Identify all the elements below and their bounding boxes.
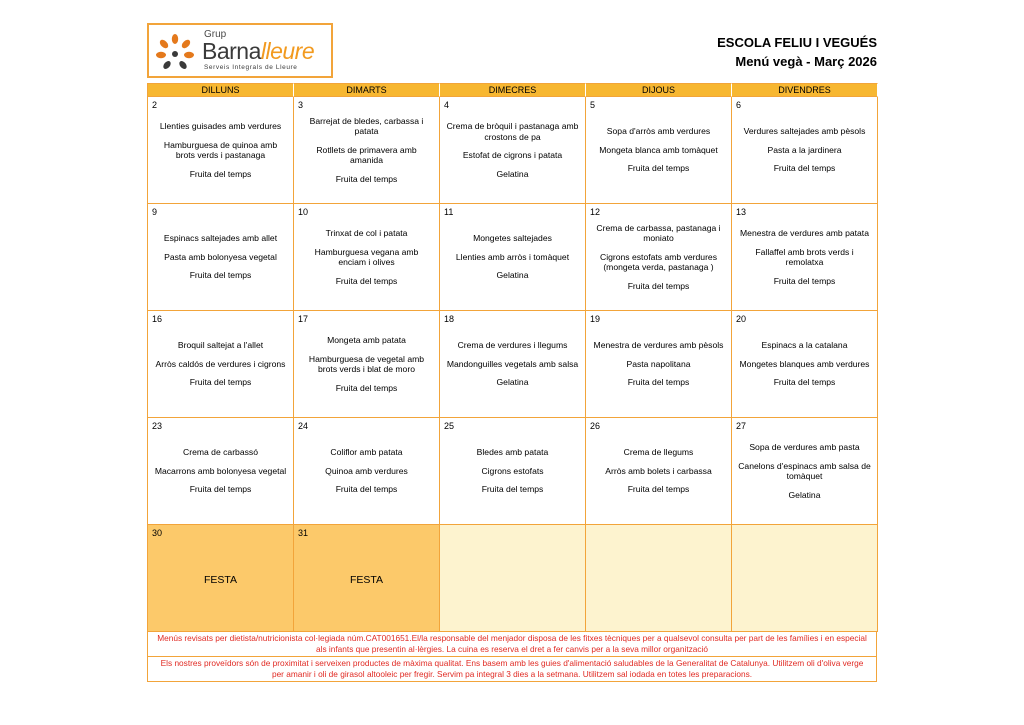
dish-list <box>738 311 871 417</box>
dish-item: Menestra de verdures amb patata <box>740 228 869 238</box>
day-cell <box>294 311 440 418</box>
day-number: 16 <box>152 314 163 324</box>
dish-list <box>300 97 433 203</box>
day-number: 3 <box>298 100 304 110</box>
dish-item: Cigrons estofats amb verdures (mongeta verda, pastanaga ) <box>599 251 718 273</box>
dish-item: Fruita del temps <box>335 382 398 393</box>
dish-item: Barrejat de bledes, carbassa i patata <box>309 115 424 137</box>
dish-item: Broquil saltejat a l'allet <box>177 340 264 351</box>
day-number: 4 <box>444 100 450 110</box>
dish-item: Hamburguesa de vegetal amb brots verds i blat de moro <box>308 353 425 374</box>
day-number: 5 <box>590 100 596 110</box>
weekday-header: DIMECRES <box>440 83 586 97</box>
dish-list <box>446 97 579 203</box>
logo-grup-text: Grup <box>204 29 227 40</box>
day-cell <box>148 97 294 204</box>
day-number: 18 <box>444 314 455 324</box>
dish-list <box>738 204 871 310</box>
dish-item: Fruita del temps <box>627 377 690 388</box>
day-cell <box>586 418 732 525</box>
day-cell <box>294 204 440 311</box>
dish-item: Estofat de cigrons i patata <box>462 150 563 160</box>
logo-brand-part2: lleure <box>260 38 315 64</box>
dish-item: Fruita del temps <box>773 377 836 388</box>
dish-item: Fruita del temps <box>189 484 252 495</box>
dish-item: Mongetes blanques amb verdures <box>739 358 870 369</box>
menu-note: Menús revisats per dietista/nutricionista col·legiada núm.CAT001651.El/la responsable del menjador disposa de les fitxes tècniques per a qualsevol consulta per part de les famílies i en especial als infants que presentin al·lèrgies. La cuina es reserva el dret a fer canvis per a la seva millor organització <box>147 631 877 657</box>
day-cell <box>586 311 732 418</box>
day-cell <box>586 97 732 204</box>
dish-item: Pasta a la jardinera <box>767 144 842 155</box>
logo-tagline: Serveis Integrals de Lleure <box>204 64 298 71</box>
day-number: 11 <box>444 207 454 217</box>
day-number: 30 <box>152 528 163 538</box>
day-number: 25 <box>444 421 455 431</box>
day-cell <box>440 204 586 311</box>
dish-item: Rotllets de primavera amb amanida <box>316 144 417 166</box>
day-number: 27 <box>736 421 747 431</box>
dish-item: Verdures saltejades amb pèsols <box>743 126 866 137</box>
day-number: 19 <box>590 314 601 324</box>
day-number: 20 <box>736 314 747 324</box>
dish-list <box>446 311 579 417</box>
day-cell <box>294 418 440 525</box>
day-number: 26 <box>590 421 601 431</box>
dish-item: Sopa de verdures amb pasta <box>749 442 860 452</box>
dish-item: Fruita del temps <box>335 173 398 184</box>
dish-list <box>592 311 725 417</box>
dish-list <box>300 418 433 524</box>
logo-brand-part1: Barna <box>202 38 261 64</box>
dish-item: Espinacs saltejades amb allet <box>163 233 278 244</box>
dish-list <box>738 418 871 524</box>
day-cell <box>440 418 586 525</box>
dish-list <box>738 97 871 203</box>
dish-item: Menestra de verdures amb pèsols <box>593 340 724 351</box>
weekday-header: DIMARTS <box>294 83 440 97</box>
dish-item: Fruita del temps <box>189 377 252 388</box>
day-cell <box>732 418 878 525</box>
day-number: 10 <box>298 207 309 217</box>
day-cell <box>148 311 294 418</box>
day-cell <box>294 525 440 632</box>
dish-item: Pasta napolitana <box>626 358 691 369</box>
dish-list <box>446 418 579 524</box>
weekday-header: DIJOUS <box>586 83 732 97</box>
sun-logo-icon <box>155 33 195 73</box>
dish-item: Gelatina <box>496 377 529 388</box>
dish-item: Pasta amb bolonyesa vegetal <box>164 251 277 262</box>
day-number: 13 <box>736 207 747 217</box>
menu-calendar <box>147 83 877 632</box>
day-cell <box>440 311 586 418</box>
day-number: 9 <box>152 207 158 217</box>
dish-item: Fruita del temps <box>627 280 690 291</box>
dish-item: Crema de bròquil i pastanaga amb crostons de pa <box>446 121 579 142</box>
dish-item: Fruita del temps <box>189 168 252 179</box>
dish-item: Fruita del temps <box>335 275 398 286</box>
menu-title: Menú vegà - Març 2026 <box>735 54 877 69</box>
dish-list <box>300 204 433 310</box>
dish-item: Crema de llegums <box>623 447 694 458</box>
dish-list <box>592 204 725 310</box>
day-cell <box>586 525 732 632</box>
dish-list <box>446 204 579 310</box>
dish-list <box>154 311 287 417</box>
dish-item: Sopa d'arròs amb verdures <box>606 126 711 137</box>
day-cell <box>440 525 586 632</box>
dish-item: Gelatina <box>788 489 821 500</box>
dish-list <box>592 418 725 524</box>
dish-item: Fruita del temps <box>189 270 252 281</box>
dish-item: Arròs amb bolets i carbassa <box>605 465 712 476</box>
day-cell <box>586 204 732 311</box>
dish-item: Trinxat de col i patata <box>325 228 408 238</box>
day-number: 31 <box>298 528 309 538</box>
dish-item: Crema de carbassa, pastanaga i moniato <box>596 222 721 244</box>
day-number: 23 <box>152 421 163 431</box>
day-number: 17 <box>298 314 309 324</box>
weekday-header: DILLUNS <box>148 83 294 97</box>
dish-item: Macarrons amb bolonyesa vegetal <box>154 465 287 476</box>
day-cell <box>732 525 878 632</box>
dish-item: Mandonguilles vegetals amb salsa <box>446 358 579 369</box>
dish-item: Crema de verdures i llegums <box>457 340 568 351</box>
dish-item: Gelatina <box>496 168 529 179</box>
dish-item: Espinacs a la catalana <box>761 340 848 351</box>
day-cell <box>148 525 294 632</box>
day-number: 12 <box>590 207 601 217</box>
dish-list <box>154 204 287 310</box>
dish-item: Mongetes saltejades <box>473 233 552 244</box>
dish-list <box>592 97 725 203</box>
day-number: 2 <box>152 100 158 110</box>
dish-item: Mongeta blanca amb tomàquet <box>599 144 718 155</box>
day-number: 6 <box>736 100 742 110</box>
day-cell <box>148 418 294 525</box>
company-logo <box>147 23 333 78</box>
menu-note: Els nostres proveïdors són de proximitat i serveixen productes de màxima qualitat. Ens basem amb les guies d'alimentació saludables de la Generalitat de Catalunya. Utilitzem oli d'oliva verge per amanir i oli de girasol altooleic per fregir. Servim pa integral 3 dies a la setmana. Utilitzem sal iodada en totes les preparacions. <box>147 657 877 682</box>
dish-item: Arròs caldós de verdures i cigrons <box>155 358 286 369</box>
day-cell <box>732 204 878 311</box>
dish-item: Gelatina <box>496 270 529 281</box>
dish-item: Fruita del temps <box>627 484 690 495</box>
holiday-label: FESTA <box>349 574 384 586</box>
day-cell <box>732 311 878 418</box>
dish-list <box>300 311 433 417</box>
day-cell <box>294 97 440 204</box>
dish-item: Canelons d'espinacs amb salsa de tomàquet <box>738 460 871 481</box>
dish-item: Fallaffel amb brots verds i remolatxa <box>755 246 854 267</box>
dish-item: Coliflor amb patata <box>330 447 403 458</box>
dish-item: Fruita del temps <box>481 484 544 495</box>
dish-item: Mongeta amb patata <box>327 335 406 345</box>
day-cell <box>440 97 586 204</box>
dish-list <box>154 418 287 524</box>
dish-item: Fruita del temps <box>773 163 836 174</box>
dish-item: Crema de carbassó <box>183 447 258 458</box>
school-name: ESCOLA FELIU I VEGUÉS <box>717 35 877 50</box>
day-cell <box>732 97 878 204</box>
day-number: 24 <box>298 421 309 431</box>
dish-item: Hamburguesa vegana amb enciam i olives <box>314 246 419 267</box>
menu-notes <box>147 631 877 682</box>
holiday-label: FESTA <box>203 574 238 586</box>
dish-item: Quinoa amb verdures <box>325 465 408 476</box>
day-cell <box>148 204 294 311</box>
dish-list <box>154 97 287 203</box>
weekday-header: DIVENDRES <box>732 83 878 97</box>
dish-item: Bledes amb patata <box>476 447 549 458</box>
dish-item: Fruita del temps <box>335 484 398 495</box>
dish-item: Fruita del temps <box>773 275 836 286</box>
dish-item: Fruita del temps <box>627 163 690 174</box>
dish-item: Cigrons estofats <box>481 465 544 476</box>
logo-brand-name <box>202 38 314 64</box>
dish-item: Hamburguesa de quinoa amb brots verds i pastanaga <box>163 139 278 160</box>
dish-item: Llenties amb arròs i tomàquet <box>455 251 570 262</box>
dish-item: Llenties guisades amb verdures <box>159 121 282 131</box>
